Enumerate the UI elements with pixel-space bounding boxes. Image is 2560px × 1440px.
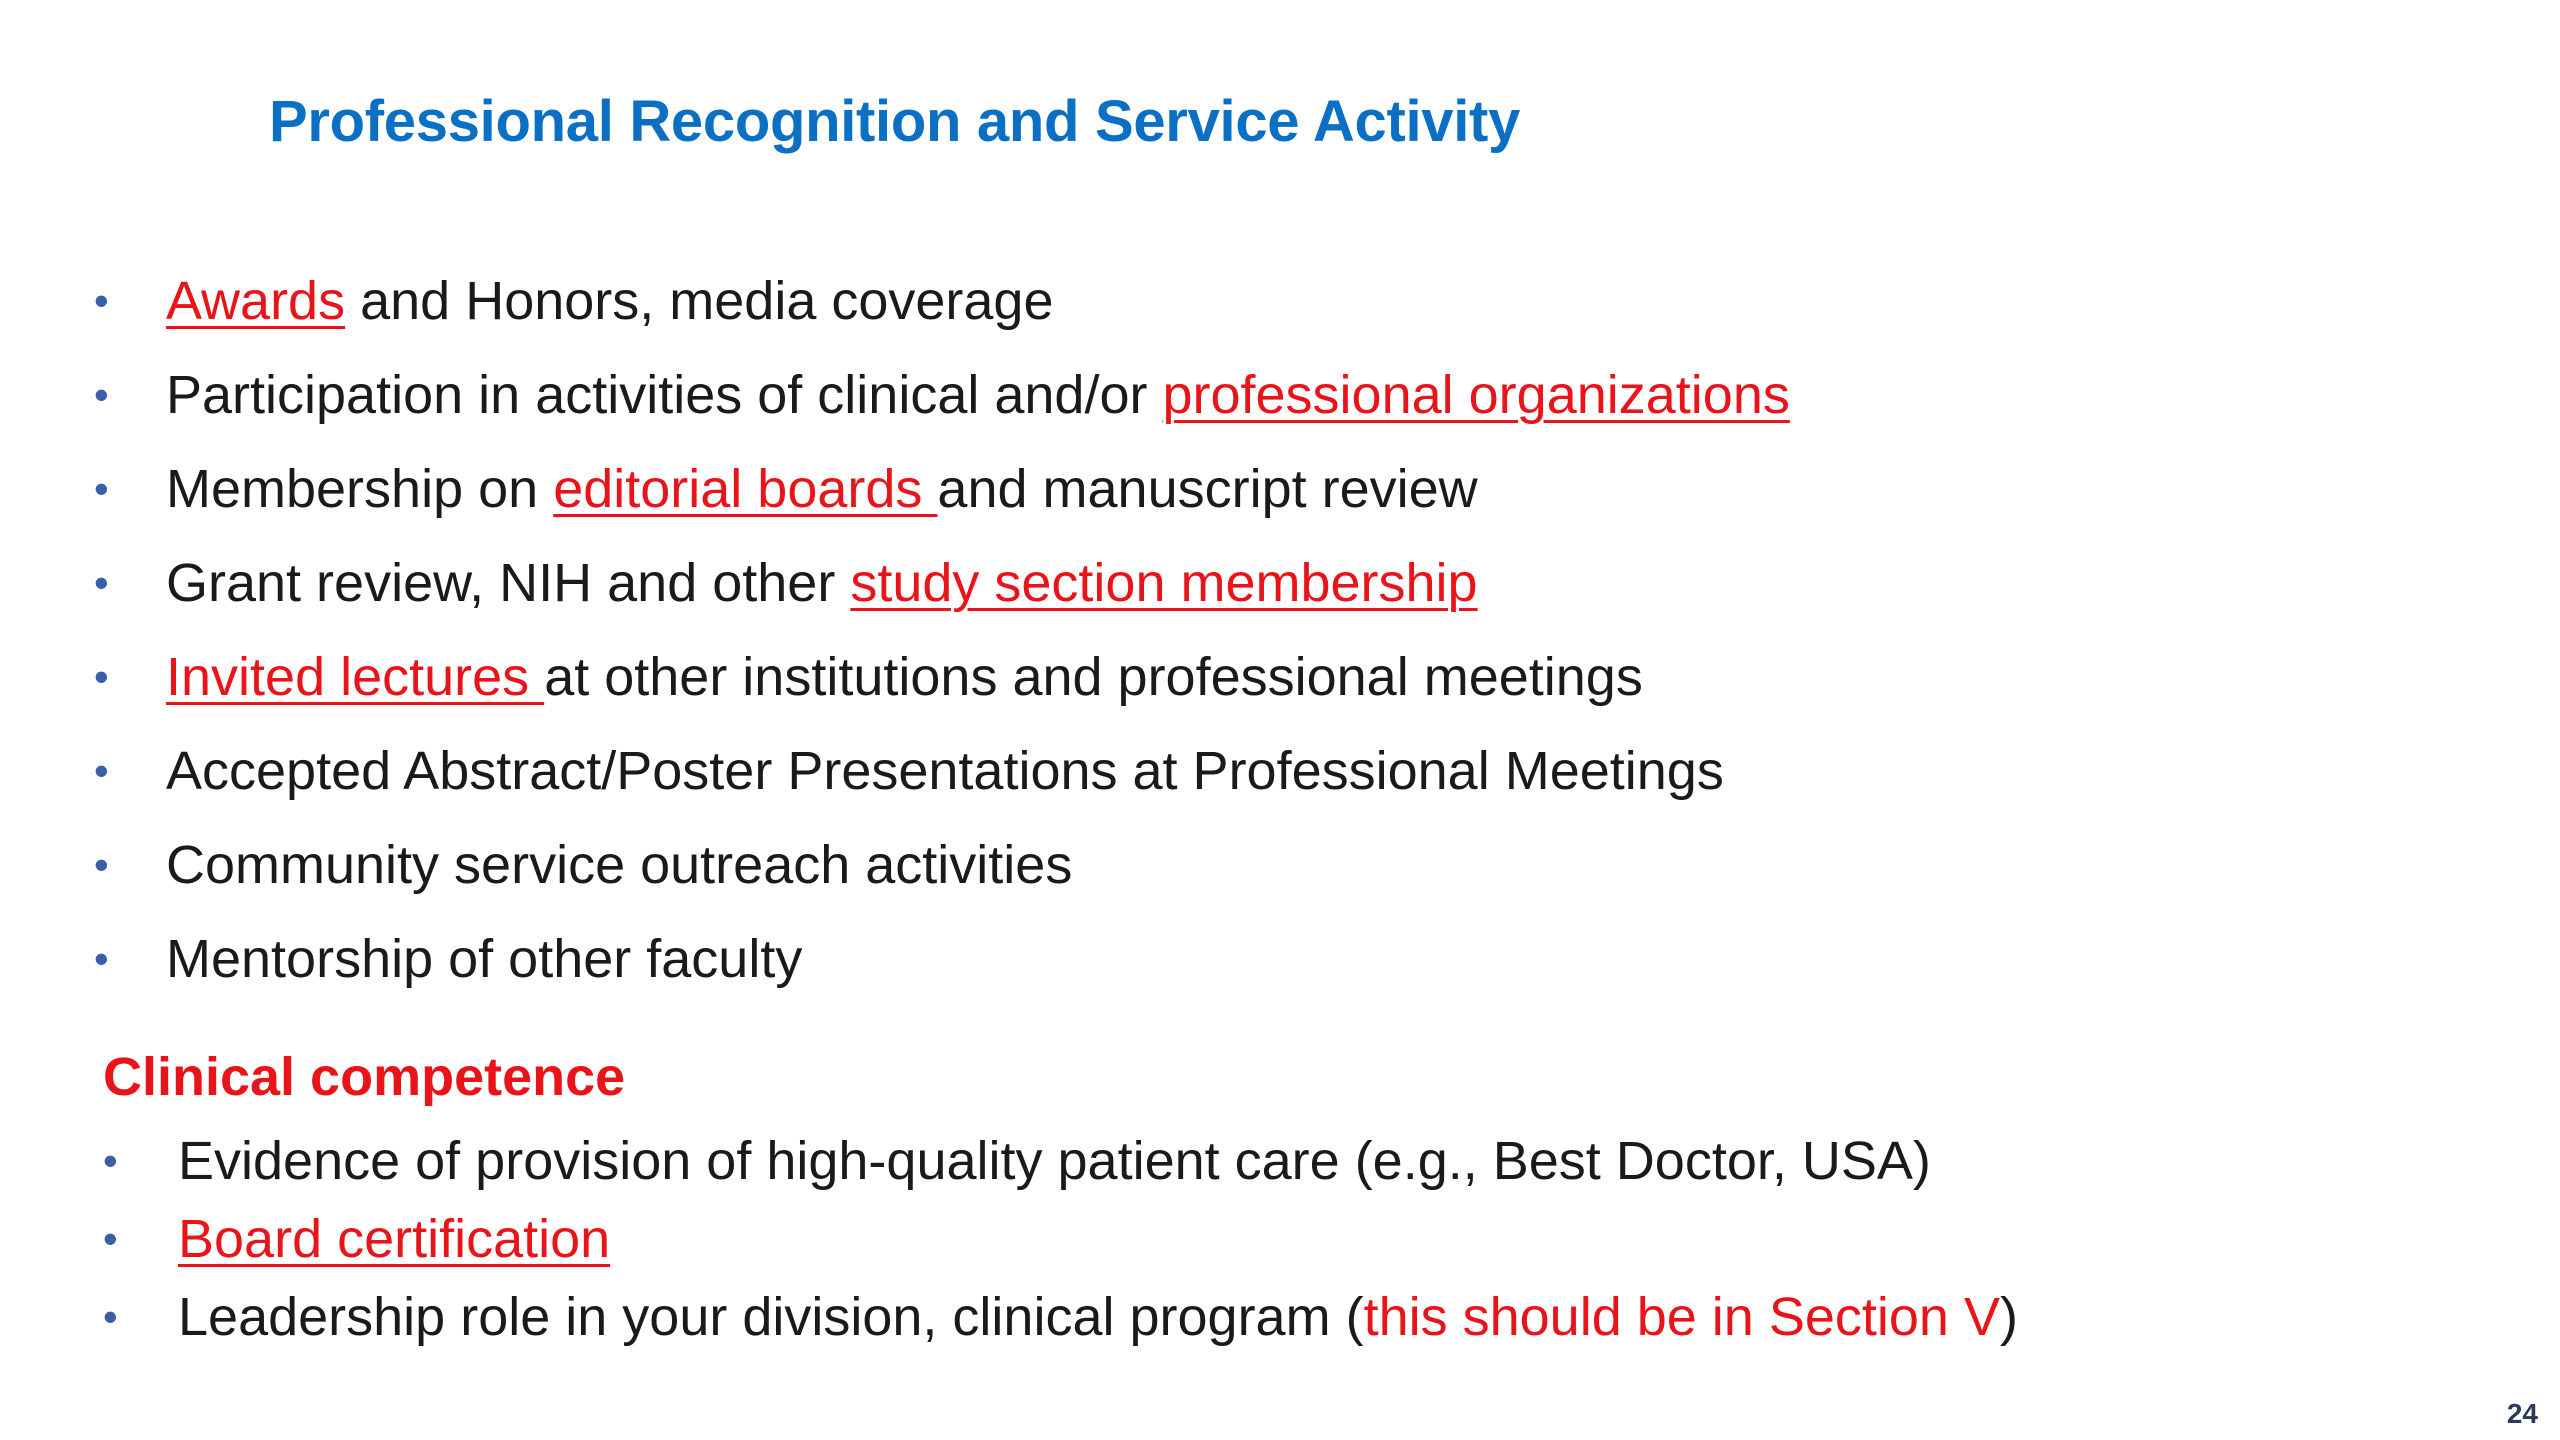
list-item-text: Leadership role in your division, clinical program (	[178, 1287, 1364, 1347]
list-item-grant-review	[94, 536, 1790, 630]
list-item-text: Evidence of provision of high-quality patient care (e.g., Best Doctor, USA)	[178, 1131, 1931, 1191]
list-item-text: Grant review, NIH and other	[166, 553, 851, 613]
list-item-leadership	[103, 1278, 2018, 1356]
bullet-icon: •	[94, 935, 109, 982]
bullet-icon: •	[94, 465, 109, 512]
list-item-text: Membership on	[166, 459, 554, 519]
list-item-editorial	[94, 442, 1790, 536]
slide-title: Professional Recognition and Service Activity	[269, 89, 1521, 154]
bullet-icon: •	[103, 1137, 118, 1184]
bullet-icon: •	[94, 653, 109, 700]
list-item-text: )	[1999, 1287, 2018, 1347]
bullet-icon: •	[94, 559, 109, 606]
recognition-list	[94, 254, 1790, 1006]
bullet-icon: •	[94, 841, 109, 888]
page-number: 24	[2506, 1398, 2538, 1429]
bullet-icon: •	[94, 747, 109, 794]
list-item-organizations	[94, 348, 1790, 442]
list-item-text: and Honors, media coverage	[345, 271, 1054, 331]
list-item-text: Accepted Abstract/Poster Presentations at Professional Meetings	[166, 741, 1724, 801]
list-item-awards	[94, 254, 1790, 348]
list-item-patient-care	[103, 1122, 2018, 1200]
list-item-text: and manuscript review	[937, 459, 1478, 519]
list-item-text: Community service outreach activities	[166, 835, 1073, 895]
list-item-abstracts	[94, 724, 1790, 818]
bullet-icon: •	[103, 1215, 118, 1262]
list-item-text: Participation in activities of clinical and/or	[166, 365, 1163, 425]
professional-organizations-link[interactable]: professional organizations	[1162, 365, 1790, 425]
list-item-board-certification	[103, 1200, 2018, 1278]
list-item-community	[94, 818, 1790, 912]
board-certification-link[interactable]: Board certification	[178, 1209, 611, 1269]
clinical-list	[103, 1122, 2018, 1356]
study-section-link[interactable]: study section membership	[850, 553, 1478, 613]
awards-link[interactable]: Awards	[166, 271, 346, 331]
bullet-icon: •	[94, 371, 109, 418]
list-item-text: Mentorship of other faculty	[166, 929, 803, 989]
clinical-competence-heading: Clinical competence	[103, 1047, 626, 1107]
list-item-text: at other institutions and professional meetings	[544, 647, 1643, 707]
bullet-icon: •	[94, 277, 109, 324]
editorial-boards-link[interactable]: editorial boards	[553, 459, 938, 519]
section-v-note: this should be in Section V	[1363, 1287, 2000, 1347]
bullet-icon: •	[103, 1293, 118, 1340]
list-item-lectures	[94, 630, 1790, 724]
list-item-mentorship	[94, 912, 1790, 1006]
invited-lectures-link[interactable]: Invited lectures	[166, 647, 545, 707]
